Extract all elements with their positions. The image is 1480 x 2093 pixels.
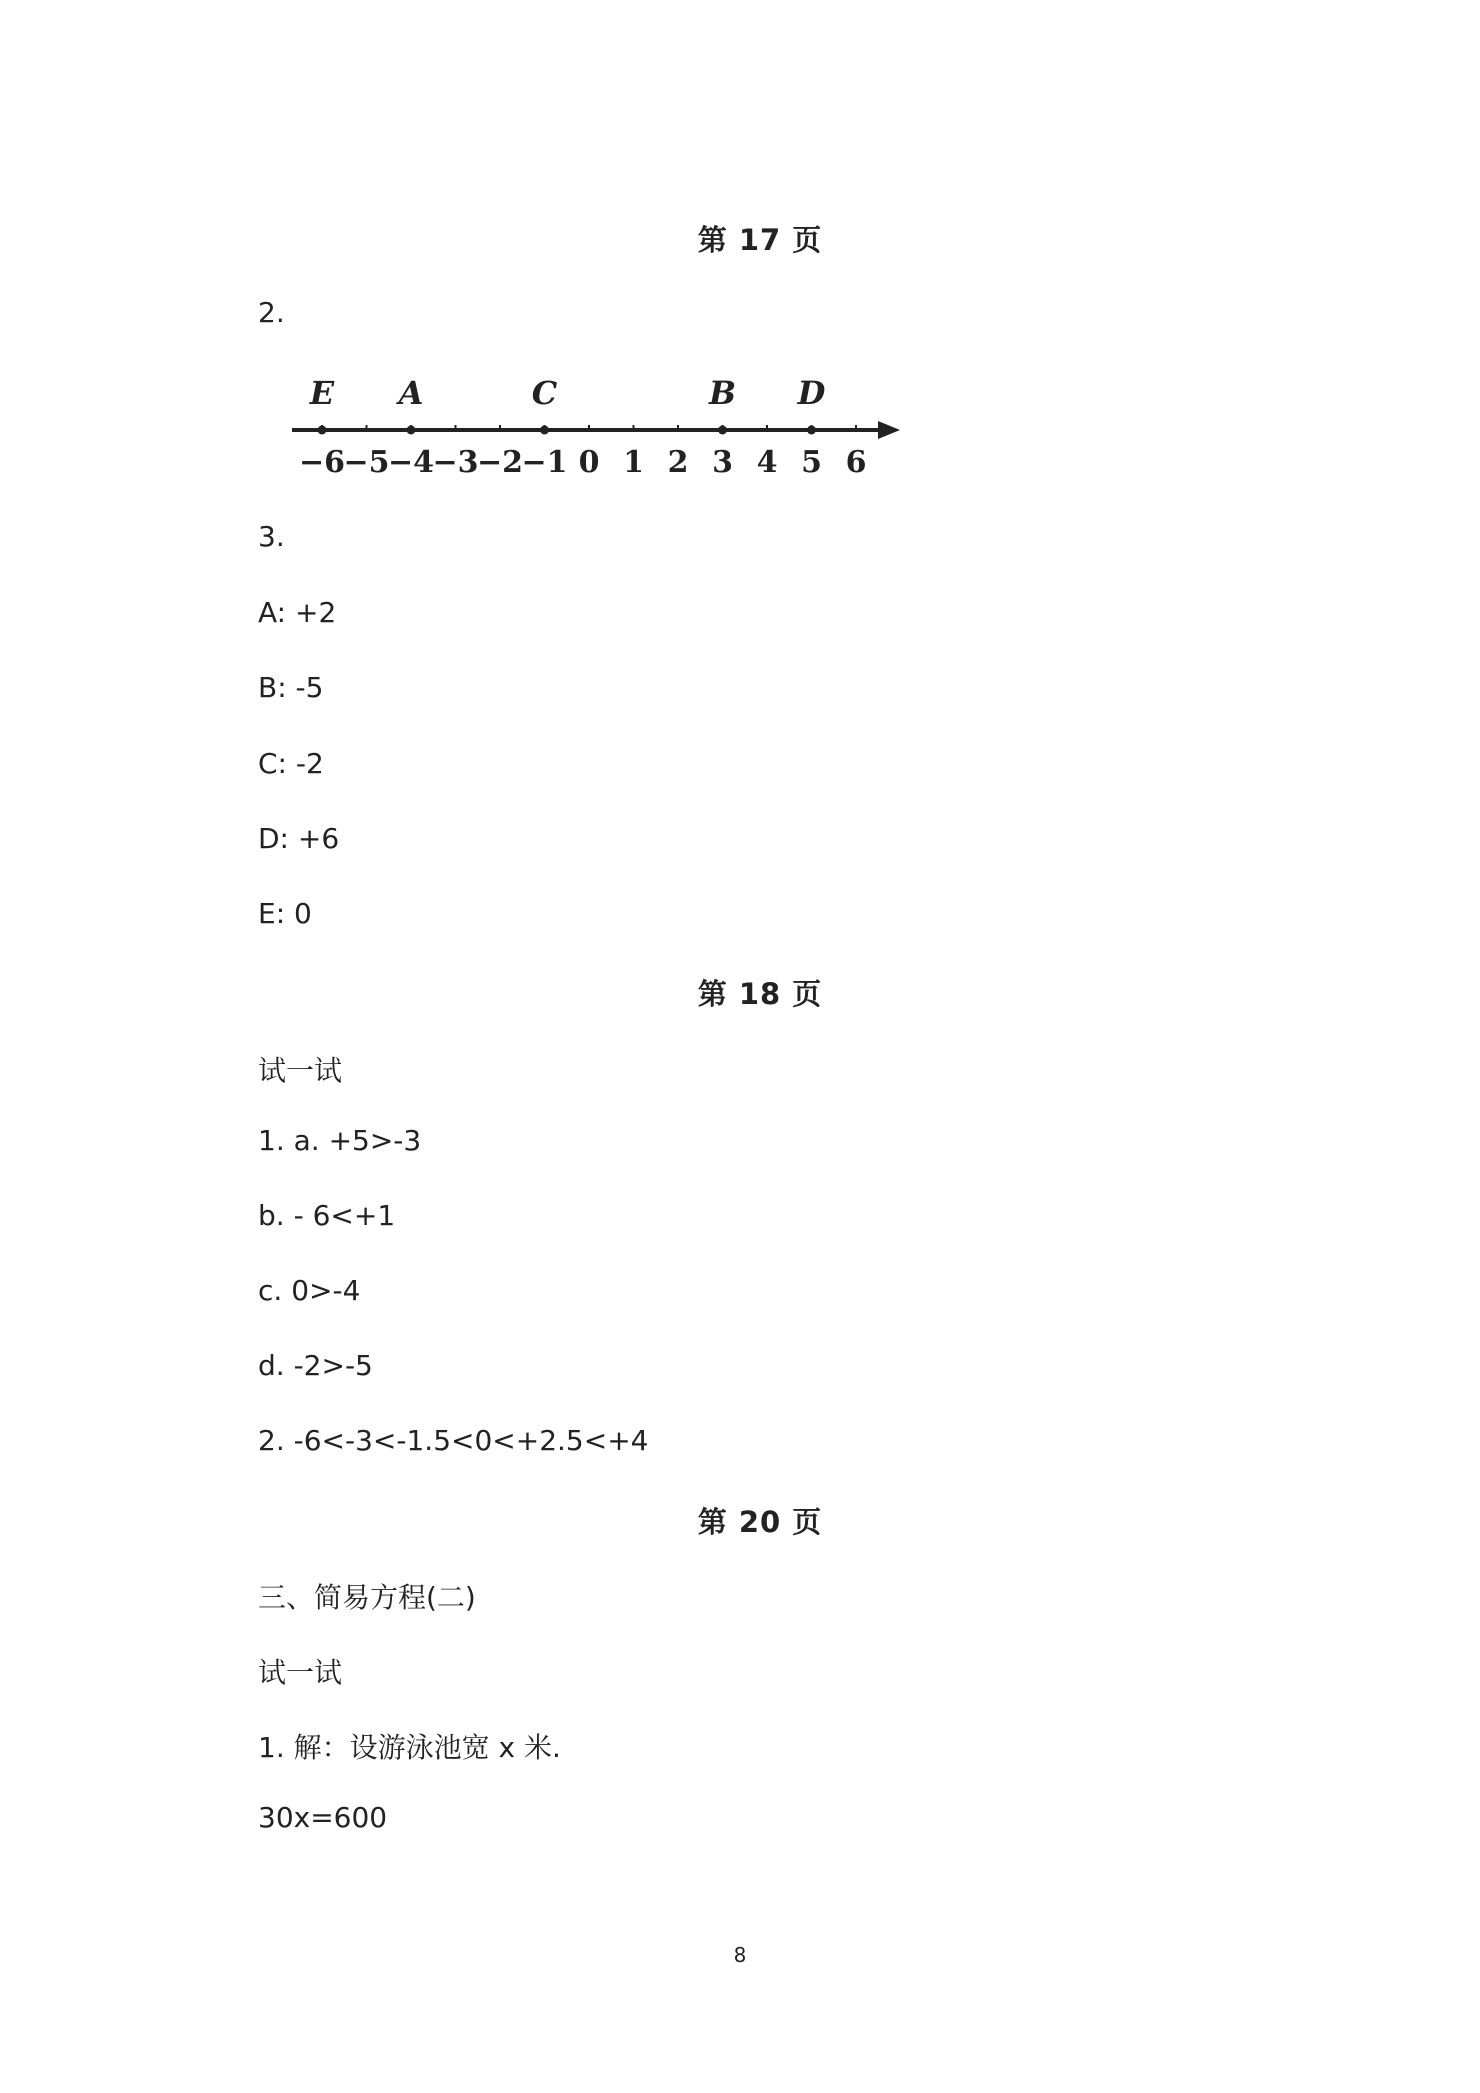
point-d-label: D [797,374,826,412]
point-d-dot [807,426,816,435]
answer-d: D: +6 [258,822,340,855]
tick-label: 2 [667,445,689,480]
tick-label: 6 [845,445,867,480]
tick-label: −2 [476,445,524,480]
point-a-dot [407,426,416,435]
tick-label: −5 [343,445,390,480]
solution-line-1: 1. 解：设游泳池宽 x 米. [258,1731,561,1764]
comparison-1a: 1. a. +5>-3 [258,1124,422,1157]
number-line-point-labels [309,374,826,412]
try-it-label-20: 试一试 [258,1656,343,1689]
tick-label: 4 [756,445,778,480]
tick-label: −3 [432,445,479,480]
answer-b: B: -5 [258,671,324,704]
number-line-arrow [878,421,900,439]
solution-line-2: 30x=600 [258,1801,388,1834]
tick-label: 1 [623,445,644,480]
try-it-label-18: 试一试 [258,1054,343,1087]
question-3-label: 3. [258,520,285,553]
comparison-1d: d. -2>-5 [258,1349,373,1382]
page-heading-18: 第 18 页 [697,977,823,1011]
page-number: 8 [733,1943,747,1967]
point-e-label: E [309,374,335,412]
chapter-title: 三、简易方程(二) [258,1581,476,1614]
tick-label: 3 [712,445,733,480]
point-e-dot [318,426,327,435]
answer-e: E: 0 [258,897,312,930]
page-heading-20: 第 20 页 [697,1505,823,1539]
number-line-tick-labels [299,445,866,480]
question-2-label: 2. [258,296,285,329]
number-line-figure [280,360,920,500]
tick-label: 5 [801,445,822,480]
point-c-dot [540,426,549,435]
page-heading-17: 第 17 页 [697,223,823,257]
point-b-dot [718,426,727,435]
tick-label: 0 [578,445,600,480]
tick-label: −1 [521,445,568,480]
comparison-1b: b. - 6<+1 [258,1199,396,1232]
ordering-2: 2. -6<-3<-1.5<0<+2.5<+4 [258,1424,649,1457]
tick-label: −4 [387,445,435,480]
tick-label: −6 [298,445,346,480]
point-b-label: B [708,374,737,412]
comparison-1c: c. 0>-4 [258,1274,361,1307]
point-c-label: C [531,374,558,412]
answer-c: C: -2 [258,747,324,780]
answer-a: A: +2 [258,596,337,629]
point-a-label: A [398,374,424,412]
